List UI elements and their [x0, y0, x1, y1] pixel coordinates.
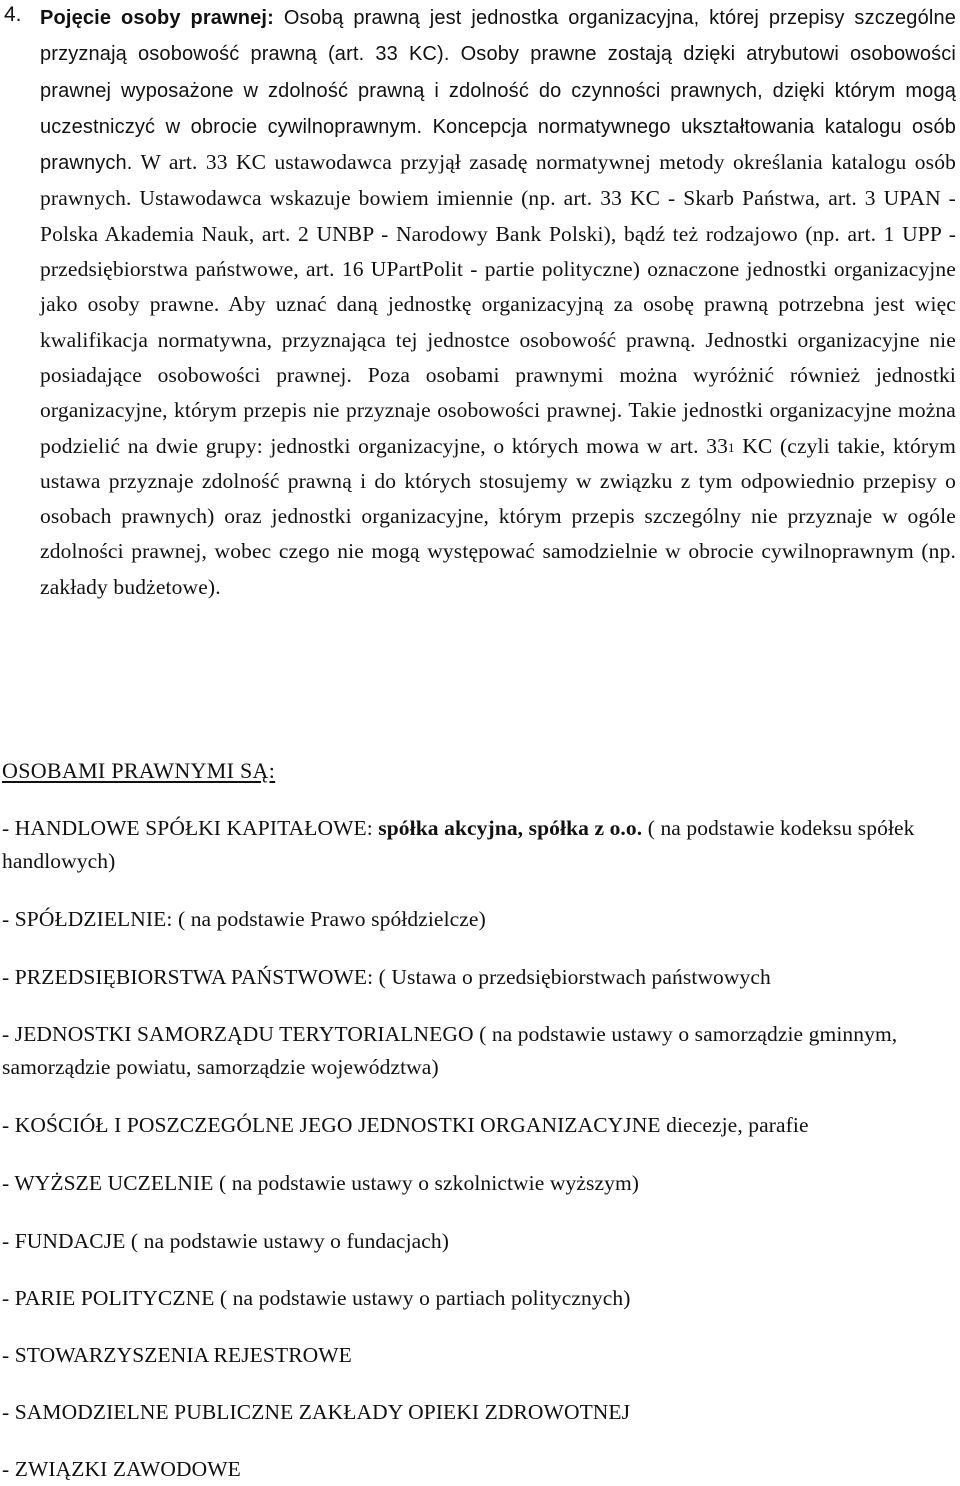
list-item-prefix: - HANDLOWE SPÓŁKI KAPITAŁOWE:	[2, 816, 379, 840]
list-item: - KOŚCIÓŁ I POSZCZEGÓLNE JEGO JEDNOSTKI ORGANIZACYJNE diecezje, parafie	[2, 1113, 809, 1137]
list-item	[2, 812, 956, 878]
list-item: - PARIE POLITYCZNE ( na podstawie ustawy o partiach politycznych)	[2, 1286, 631, 1310]
list-item: - WYŻSZE UCZELNIE ( na podstawie ustawy o szkolnictwie wyższym)	[2, 1171, 640, 1195]
paragraph-intro: Osobą prawną jest jednostka organizacyjna, której przepisy szczególne przyznają osobowość prawną (art. 33 KC). Osoby prawne zostają dzięki atrybutowi osobowości prawnej wyposażone w zdolność prawną i zdolność do czynności prawnych, dzięki którym mogą uczestniczyć w obrocie cywilnoprawnym. Koncepcja normatywnego ukształtowania katalogu osób prawnych.	[40, 7, 956, 175]
paragraph-text-part-1: W art. 33 KC ustawodawca przyjął zasadę normatywnej metody określania katalogu osób prawnych. Ustawodawca wskazuje bowiem imiennie (np. art. 33 KC - Skarb Państwa, art. 3 UPAN - Polska Akademia Nauk, art. 2 UNBP - Narodowy Bank Polski), bądź też rodzajowo (np. art. 1 UPP - przedsiębiorstwa państwowe, art. 16 UPartPolit - partie polityczne) oznaczone jednostki organizacyjne jako osoby prawne. Aby uznać daną jednostkę organizacyjną za osobę prawną potrzebna jest więc kwalifikacja normatywna, przyznająca tej jednostce osobowość prawną. Jednostki organizacyjne nie posiadające osobowości prawnej. Poza osobami prawnymi można wyróżnić również jednostki organizacyjne, którym przepis nie przyznaje osobowości prawnej. Takie jednostki organizacyjne można podzielić na dwie grupy: jednostki organizacyjne, o których mowa w art. 33	[40, 150, 956, 458]
paragraph-term: Pojęcie osoby prawnej:	[40, 7, 274, 29]
list-item-suffix: ( na podstawie kodeksu spółek handlowych)	[2, 816, 915, 873]
list-item: - PRZEDSIĘBIORSTWA PAŃSTWOWE: ( Ustawa o przedsiębiorstwach państwowych	[2, 965, 771, 989]
list-item: - FUNDACJE ( na podstawie ustawy o fundacjach)	[2, 1229, 450, 1253]
list-item-strong: spółka akcyjna, spółka z o.o.	[378, 816, 643, 840]
list-item: - SAMODZIELNE PUBLICZNE ZAKŁADY OPIEKI ZDROWOTNEJ	[2, 1400, 631, 1424]
article-superscript: 1	[728, 439, 735, 455]
list-item: - SPÓŁDZIELNIE: ( na podstawie Prawo spółdzielcze)	[2, 907, 486, 931]
section-heading: OSOBAMI PRAWNYMI SĄ:	[2, 758, 276, 783]
numbered-paragraph	[4, 0, 956, 605]
list-item: - ZWIĄZKI ZAWODOWE	[2, 1457, 241, 1481]
paragraph-body	[40, 0, 956, 605]
list-item: - JEDNOSTKI SAMORZĄDU TERYTORIALNEGO ( na podstawie ustawy o samorządzie gminnym, samorządzie powiatu, samorządzie województwa)	[2, 1022, 898, 1079]
paragraph-text-part-2: KC (czyli takie, którym ustawa przyznaje zdolność prawną i do których stosujemy w związku z tym odpowiednio przepisy o osobach prawnych) oraz jednostki organizacyjne, którym przepis szczególny nie przyznaje w ogóle zdolności prawnej, wobec czego nie mogą występować samodzielnie w obrocie cywilnoprawnym (np. zakłady budżetowe).	[40, 433, 956, 599]
list-item: - STOWARZYSZENIA REJESTROWE	[2, 1343, 352, 1367]
paragraph-number: 4.	[4, 3, 22, 26]
